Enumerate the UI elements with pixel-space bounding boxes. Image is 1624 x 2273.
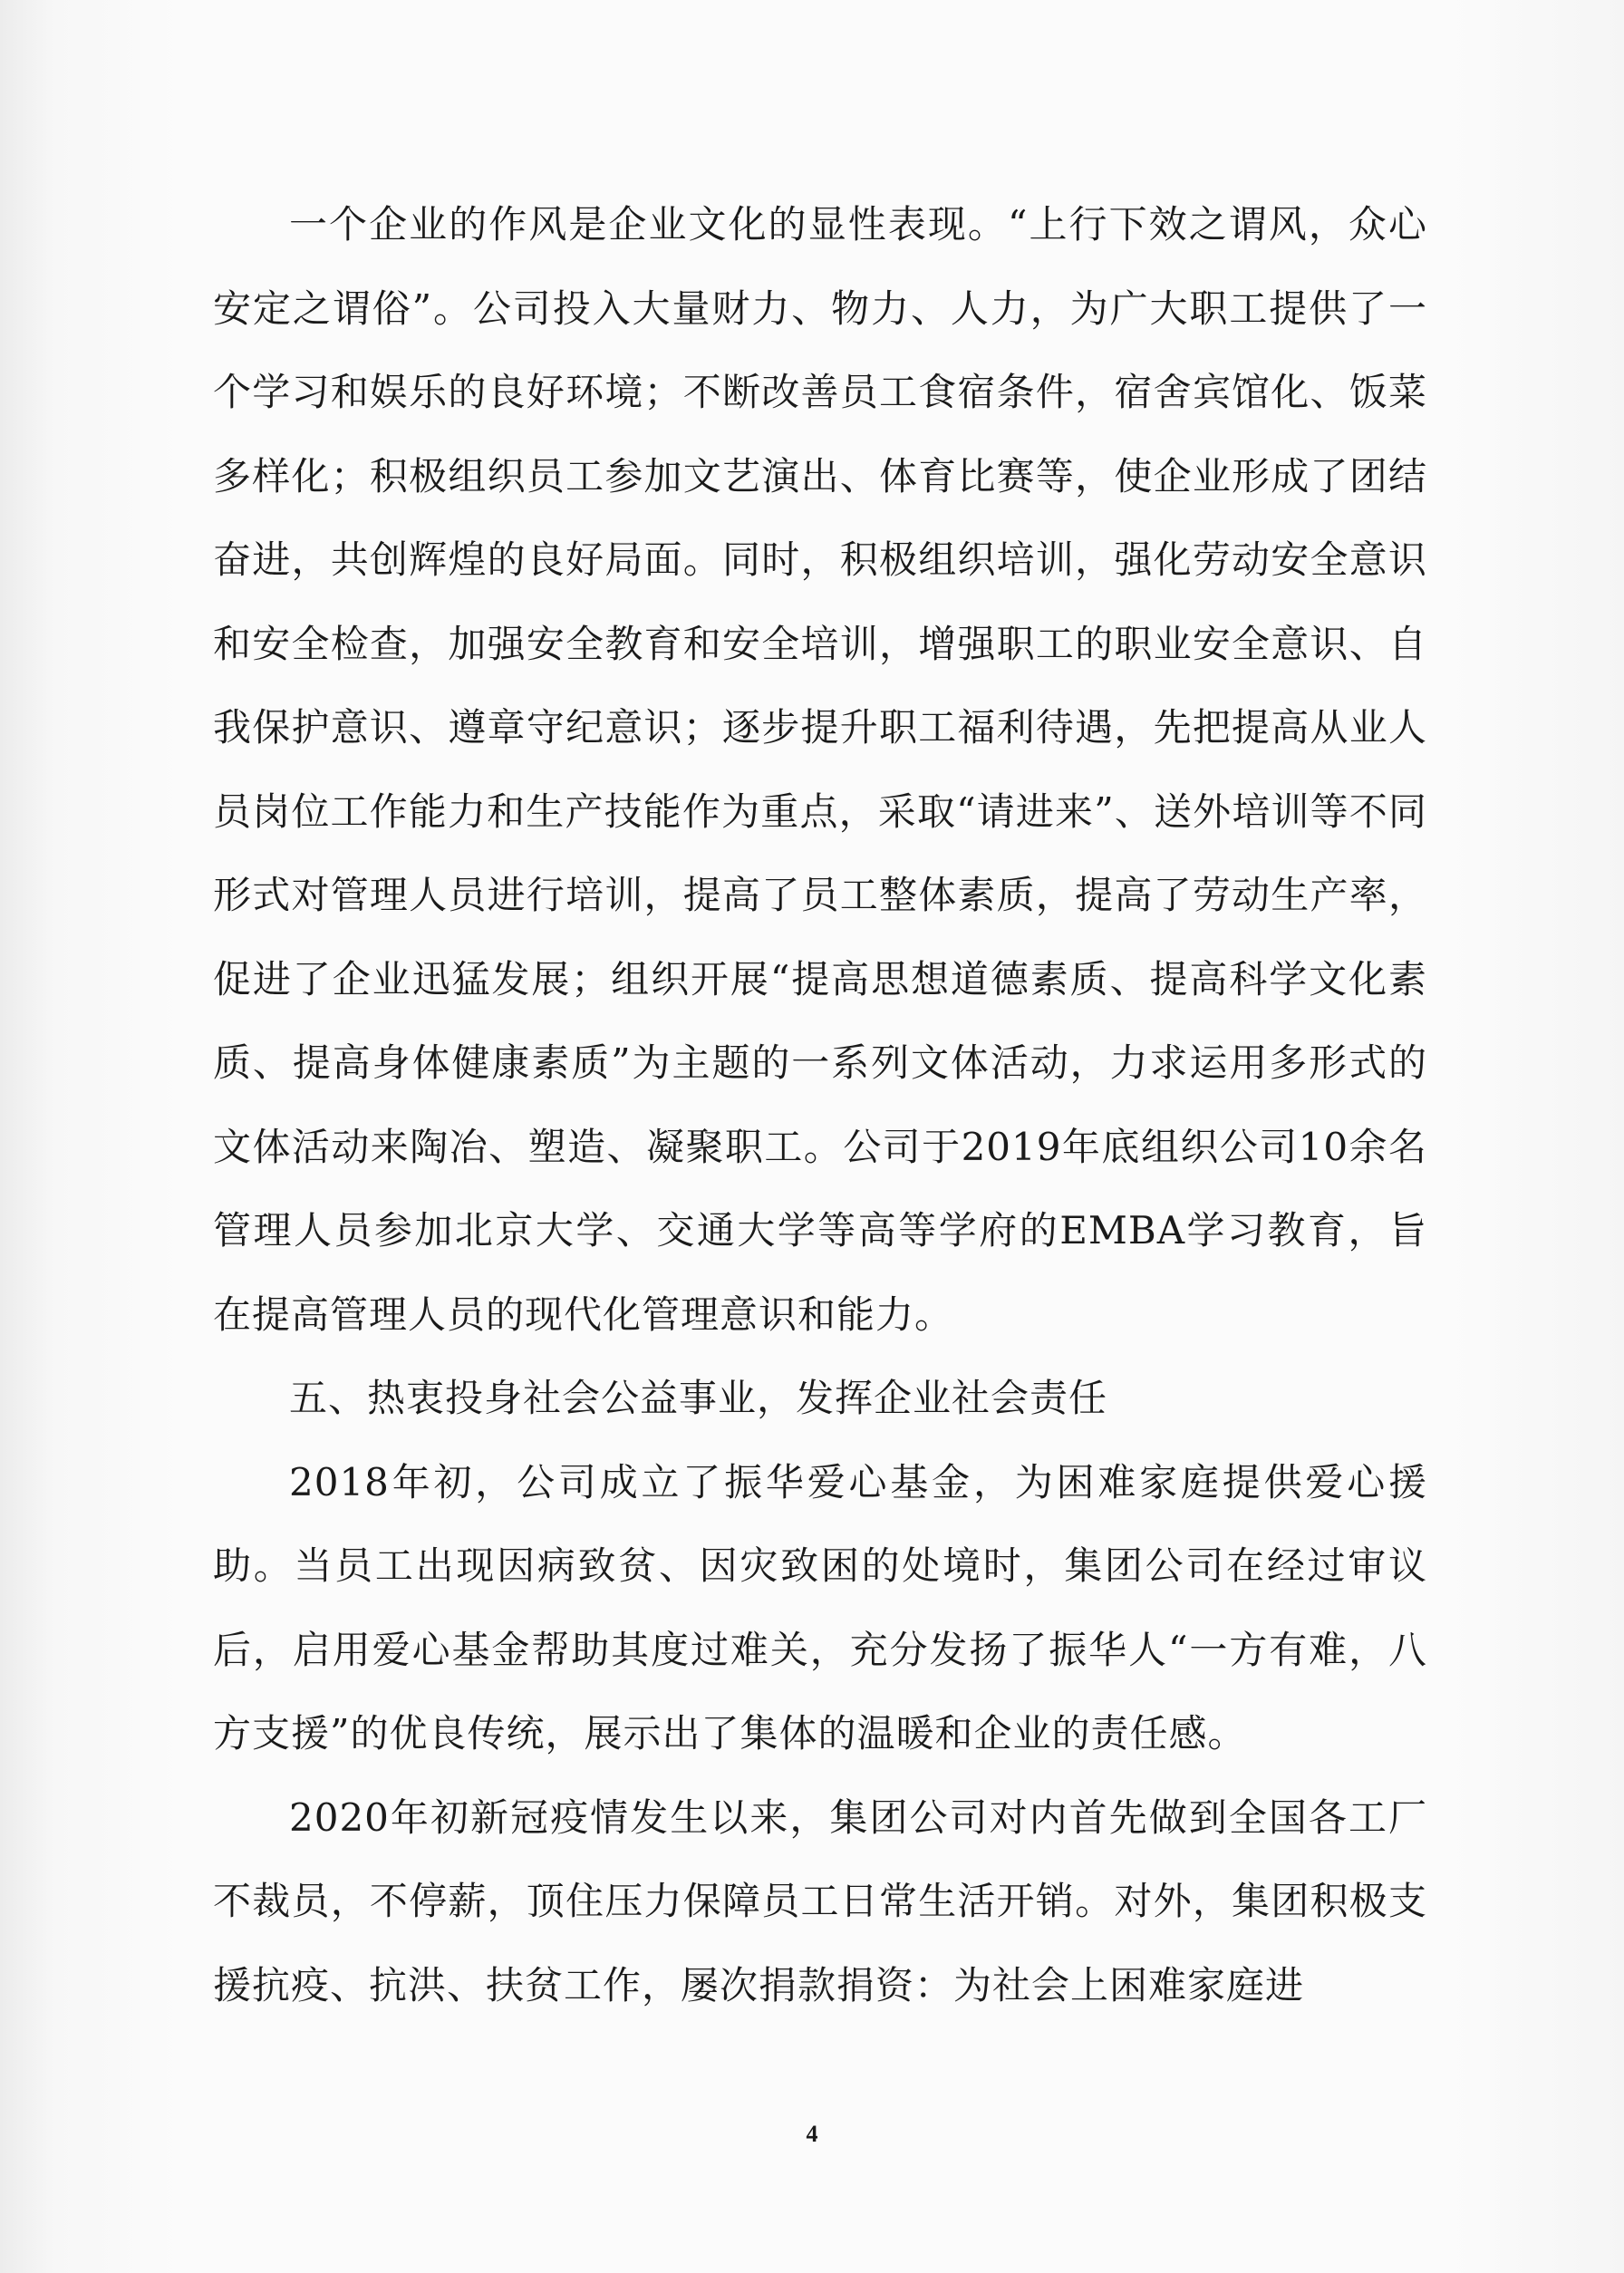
paragraph-company-culture: 一个企业的作风是企业文化的显性表现。“上行下效之谓风，众心安定之谓俗”。公司投入大量财力、物力、人力，为广大职工提供了一个学习和娱乐的良好环境；不断改善员工食宿条件，宿舍宾馆化、饭菜多样化；积极组织员工参加文艺演出、体育比赛等，使企业形成了团结奋进，共创辉煌的良好局面。同时，积极组织培训，强化劳动安全意识和安全检查，加强安全教育和安全培训，增强职工的职业安全意识、自我保护意识、遵章守纪意识；逐步提升职工福利待遇，先把提高从业人员岗位工作能力和生产技能作为重点，采取“请进来”、送外培训等不同形式对管理人员进行培训，提高了员工整体素质，提高了劳动生产率，促进了企业迅猛发展；组织开展“提高思想道德素质、提高科学文化素质、提高身体健康素质”为主题的一系列文体活动，力求运用多形式的文体活动来陶冶、塑造、凝聚职工。公司于2019年底组织公司10余名管理人员参加北京大学、交通大学等高等学府的EMBA学习教育，旨在提高管理人员的现代化管理意识和能力。 bbox=[213, 202, 1427, 1337]
section-heading: 五、热衷投身社会公益事业，发挥企业社会责任 bbox=[289, 1376, 1108, 1420]
page-number: 4 bbox=[806, 2121, 818, 2147]
paragraph-covid-response: 2020年初新冠疫情发生以来，集团公司对内首先做到全国各工厂不裁员，不停薪，顶住压力保障员工日常生活开销。对外，集团积极支援抗疫、抗洪、扶贫工作，屡次捐款捐资：为社会上困难家庭进 bbox=[213, 1794, 1427, 2007]
paragraph-love-fund: 2018年初，公司成立了振华爱心基金，为困难家庭提供爱心援助。当员工出现因病致贫、因灾致困的处境时，集团公司在经过审议后，启用爱心基金帮助其度过难关，充分发扬了振华人“一方有难，八方支援”的优良传统，展示出了集体的温暖和企业的责任感。 bbox=[213, 1459, 1427, 1756]
document-body bbox=[213, 183, 1427, 2027]
